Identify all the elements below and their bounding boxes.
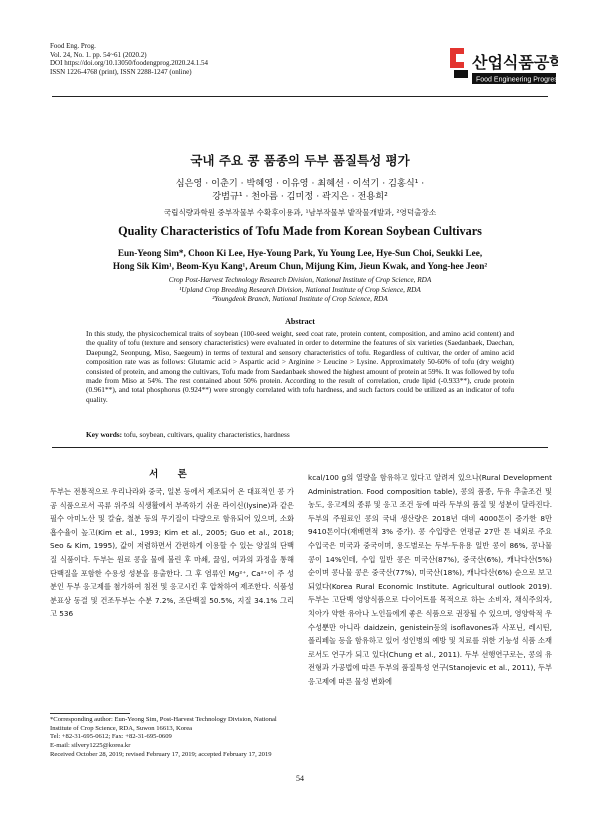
- korean-authors: [100, 177, 500, 203]
- body-column-right: kcal/100 g의 열량을 함유하고 있다고 알려져 있으나(Rural Development Administration. Food composition table), 콩의 품종, 두유 추출조건 및 농도, 응고제의 종류 및 응고 조건 등에 따라 두부의 품질 및 성분이 달라진다. 두부의 주원료인 콩의 국내 생산량은 2018년 대비 4000톤이 증가한 8만9410톤이다(재배면적 3% 증가). 콩 수입량은 연평균 27만 톤 내외로 주요 수입국은 미국과 중국이며, 용도별로는 두부·두유용 일반 콩이 86%, 콩나물 콩이 14%인데, 수입 일반 콩은 미국산(87%), 중국산(6%), 캐나다산(5%) 순이며 콩나물 콩은 중국산(77%), 미국산(18%), 캐나다산(6%) 순으로 보고되었다(Korea Rural Economic Institute. Agricultural outlook 2019). 두부는 고단백 영양식품으로 다이어트를 목적으로 하는 소비자, 채식주의자, 치아가 약한 유아나 노인들에게 좋은 식품으로 권장될 수 있으며, 영양학적 우수성뿐만 아니라 daidzein, genistein등의 isoflavones과 사포닌, 레시틴, 폴리페놀 등을 함유하고 있어 성인병의 예방 및 치료를 위한 기능성 식품 소재로서도 연구가 되고 있다(Chung et al., 2011). 두부 선행연구로는, 콩의 유전형과 가공법에 따른 두부의 품질특성 연구(Stanojevic et al., 2011), 두부 응고제에 따른 물성 변화에: [308, 473, 552, 686]
- journal-header: [50, 42, 208, 76]
- volume-line: Vol. 24, No. 1. pp. 54~61 (2020.2): [50, 50, 147, 59]
- footnote-rule: [50, 713, 130, 714]
- body-column-left: 두부는 전통적으로 우리나라와 중국, 일본 등에서 제조되어 온 대표적인 콩 가공 식품으로서 곡류 위주의 식생활에서 부족하기 쉬운 라이신(lysine)과 같은 필수 아미노산 및 칼슘, 철분 등의 무기질이 다량으로 함유되어 있으며, 소화흡수율이 높고(Kim et al., 1993; Kim et al., 2005; Guo et al., 2018; Seo & Kim, 1995), 값이 저렴하면서 간편하게 이용할 수 있는 양질의 단백질 식품이다. 두부는 원료 콩을 물에 불린 후 마쇄, 끓임, 여과의 과정을 통해 단백질을 포함한 수용성 성분을 용출한다. 그 후 염류인 Mg²⁺, Ca²⁺이 주 성분인 두부 응고제를 첨가하여 침전 및 응고시킨 후 압착하여 제조한다. 식품성분표상 동결 및 건조두부는 수분 7.2%, 조단백질 50.5%, 지질 34.1% 그리고 536: [50, 487, 294, 619]
- english-title: Quality Characteristics of Tofu Made from Korean Soybean Cultivars: [118, 224, 482, 238]
- english-authors-line-1: Eun-Yeong Sim*, Choon Ki Lee, Hye-Young Park, Yu Young Lee, Hye-Sun Choi, Seukki Lee,: [117, 248, 483, 258]
- english-authors: [70, 247, 530, 272]
- footnote-email[interactable]: E-mail: silvery1225@korea.kr: [50, 742, 131, 750]
- keywords-text: tofu, soybean, cultivars, quality characteristics, hardness: [123, 430, 290, 439]
- affiliation-3: ²Youngdeok Branch, National Institute of Crop Science, RDA: [212, 295, 388, 303]
- doi-link[interactable]: DOI https://doi.org/10.13050/foodengprog.2020.24.1.54: [50, 59, 208, 68]
- korean-title: 국내 주요 콩 품종의 두부 품질특성 평가: [190, 153, 410, 168]
- korean-authors-line-2: 강범규¹ · 천아름 · 김미정 · 곽지은 · 전용희²: [212, 191, 388, 202]
- journal-name: Food Eng. Prog.: [50, 42, 96, 50]
- footnote-line-1: *Corresponding author: Eun-Yeong Sim, Post-Harvest Technology Division, National Institute of Crop Science, RDA, Suwon 16613, Korea: [50, 716, 277, 732]
- abstract-rule: [52, 447, 548, 448]
- page-number: 54: [296, 774, 304, 783]
- logo-subtitle: Food Engineering Progress: [476, 76, 558, 84]
- logo-text: 산업식품공학: [472, 53, 558, 72]
- footnote-dates: Received October 28, 2019; revised February 17, 2019; accepted February 17, 2019: [50, 750, 272, 758]
- abstract-body: In this study, the physicochemical traits of soybean (100-seed weight, seed coat rate, protein content, composition, and amino acid content) and the quality of tofu (texture and sensory characteristics) were evaluated in order to determine the features of six varieties (Saedanbaek, Daechan, Daepung2, Seonpung, Miso, Saegeum) in terms of textural and sensory characteristics of tofu. Regardless of cultivar, the order of amino acid composition rate was as follows: Glutamic acid > Aspartic acid > Arginine > Leucine > Lysine. Approximately 50-60% of tofu (dry weight) consisted of protein, and among the cultivars, Tofu made from Saedanbaek showed the highest amount of protein at 59%. It was followed by tofu made from Miso at 54%. The rest contained about 50% protein. According to the result of correlation, crude lipid (-0.933**), crude protein (0.961**), and total phosphorus (0.924**) were strongly correlated with tofu hardness, and such factors could be utilized as an indicator of tofu quality.: [86, 329, 514, 404]
- korean-affiliation: 국립식량과학원 중부작물부 수확후이용과, ¹남부작물부 밭작물개발과, ²영덕출장소: [163, 208, 437, 217]
- header-rule: [52, 96, 548, 97]
- corresponding-footnote: [50, 716, 294, 760]
- footnote-line-2: Tel: +82-31-695-0612; Fax: +82-31-695-0609: [50, 733, 172, 741]
- english-affiliations: [0, 276, 600, 305]
- affiliation-1: Crop Post-Harvest Technology Research Division, National Institute of Crop Science, RDA: [168, 276, 432, 284]
- english-authors-line-2: Hong Sik Kim¹, Beom-Kyu Kang¹, Areum Chun, Mijung Kim, Jieun Kwak, and Yong-hee Jeon²: [112, 260, 488, 271]
- abstract-heading: Abstract: [285, 317, 315, 326]
- journal-logo: [448, 44, 558, 88]
- affiliation-2: ¹Upland Crop Breeding Research Division, National Institute of Crop Science, RDA: [179, 285, 421, 294]
- keywords-label: Key words:: [86, 430, 123, 439]
- keywords: [86, 430, 514, 439]
- issn-line: ISSN 1226-4768 (print), ISSN 2288-1247 (online): [50, 67, 192, 76]
- section-title-introduction: 서 론: [149, 469, 195, 480]
- korean-authors-line-1: 심은영 · 이춘기 · 박혜영 · 이유영 · 최혜선 · 이석기 · 김홍식¹ ·: [175, 178, 425, 189]
